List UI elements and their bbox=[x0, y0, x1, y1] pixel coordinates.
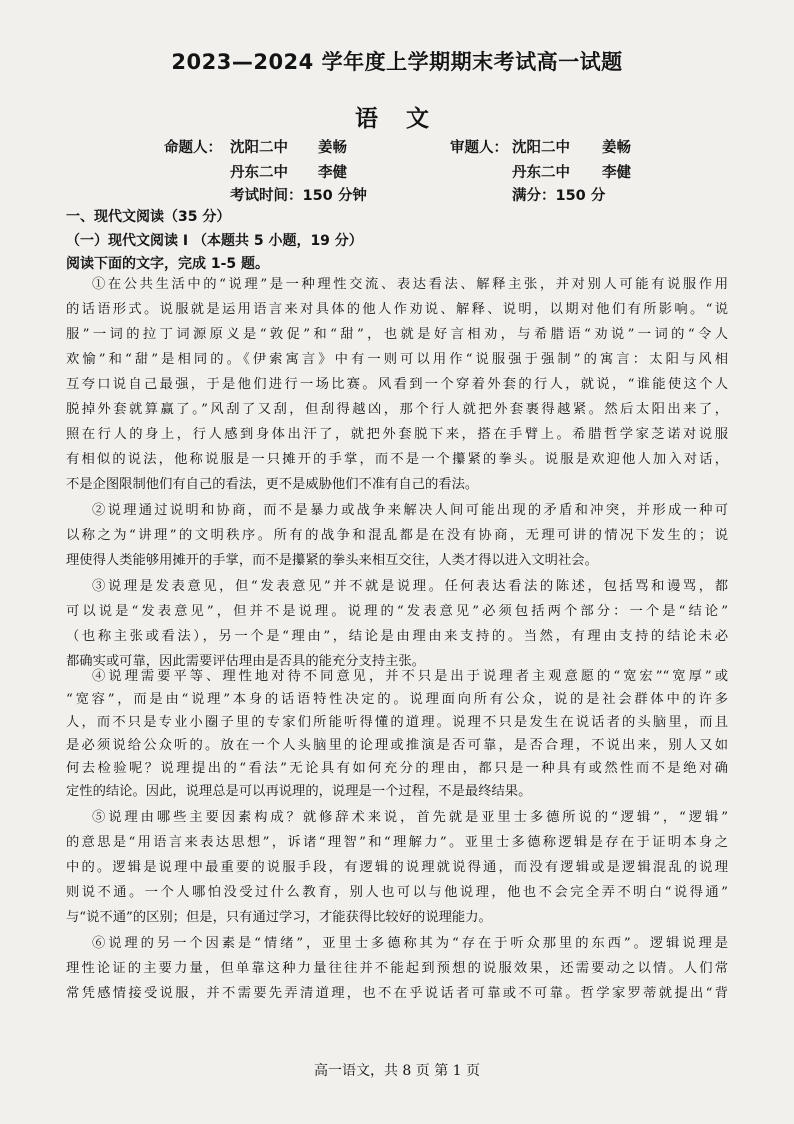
reviewer-name-1: 姜畅 bbox=[602, 140, 631, 156]
paragraph-4-line: ④说理需要平等、理性地对待不同意见，并不只是出于说理者主观意愿的“宽宏”“宽厚”或 bbox=[92, 669, 728, 684]
paragraph-4-line: 人，而不只是专业小圈子里的专家们所能听得懂的道理。说理不只是发生在说话者的头脑里，而且 bbox=[66, 715, 728, 730]
proposer-school-1: 沈阳二中 bbox=[230, 140, 288, 156]
paragraph-3-line: 可以说是“发表意见”，但并不是说理。说理的“发表意见”必须包括两个部分：一个是“结论” bbox=[66, 604, 728, 619]
paragraph-5-line: 则说不通。一个人哪怕没受过什么教育，别人也可以与他说理，他也不会完全弄不明白“说得通” bbox=[66, 885, 728, 900]
paragraph-3-line: （也称主张或看法），另一个是“理由”，结论是由理由来支持的。当然，有理由支持的结论未必 bbox=[66, 629, 728, 644]
section-subtitle: （一）现代文阅读 I （本题共 5 小题，19 分） bbox=[66, 233, 363, 249]
reviewer-name-2: 李健 bbox=[602, 165, 631, 181]
proposer-label: 命题人： bbox=[164, 140, 222, 156]
reading-instruction: 阅读下面的文字，完成 1-5 题。 bbox=[66, 256, 270, 272]
exam-title: 2023—2024 学年度上学期期末考试高一试题 bbox=[171, 50, 623, 74]
reviewer-school-1: 沈阳二中 bbox=[512, 140, 570, 156]
paragraph-4-line: 定性的结论。因此，说理总是可以再说理的，说理是一个过程，不是最终结果。 bbox=[66, 784, 532, 799]
paragraph-2-line: 理使得人类能够用摊开的手掌，而不是攥紧的拳头来相互交往，人类才得以进入文明社会。 bbox=[66, 553, 598, 568]
paragraph-3-line: ③说理是发表意见，但“发表意见”并不就是说理。任何表达看法的陈述，包括骂和谩骂，都 bbox=[92, 579, 728, 594]
exam-time: 考试时间：150 分钟 bbox=[230, 188, 367, 204]
proposer-school-2: 丹东二中 bbox=[230, 165, 288, 181]
paragraph-2-line: ②说理通过说明和协商，而不是暴力或战争来解决人间可能出现的矛盾和冲突，并形成一种可 bbox=[92, 503, 728, 518]
paragraph-1-line: 互夸口说自己最强，于是他们进行一场比赛。风看到一个穿着外套的行人，就说，“谁能使这个人 bbox=[66, 377, 728, 392]
paragraph-4-line: 是必须说给公众听的。放在一个人头脑里的论理或推演是否可靠，是否合理，不说出来，别人又如 bbox=[66, 738, 728, 753]
paragraph-6-line: ⑥说理的另一个因素是“情绪”，亚里士多德称其为“存在于听众那里的东西”。逻辑说理是 bbox=[92, 936, 728, 951]
paragraph-2-line: 以称之为“讲理”的文明秩序。所有的战争和混乱都是在没有协商，无理可讲的情况下发生的；说 bbox=[66, 528, 728, 543]
full-score: 满分：150 分 bbox=[512, 188, 606, 204]
paragraph-6-line: 理性论证的主要力量，但单靠这种力量往往并不能起到预想的说服效果，还需要动之以情。人们常 bbox=[66, 961, 728, 976]
paragraph-4-line: “宽容”，而是由“说理”本身的话语特性决定的。说理面向所有公众，说的是社会群体中的许多 bbox=[66, 692, 728, 707]
paragraph-5-line: ⑤说理由哪些主要因素构成？就修辞术来说，首先就是亚里士多德所说的“逻辑”，“逻辑” bbox=[92, 810, 728, 825]
subject-title: 语 文 bbox=[354, 106, 439, 132]
paragraph-1-line: 不是企图限制他们有自己的看法，更不是威胁他们不准有自己的看法。 bbox=[66, 477, 479, 492]
paragraph-6-line: 常凭感情接受说服，并不需要先弄清道理，也不在乎说话者可靠或不可靠。哲学家罗蒂就提出“背 bbox=[66, 986, 728, 1001]
paragraph-1-line: 有相似的说法，他称说服是一只摊开的手掌，而不是一个攥紧的拳头。说服是欢迎他人加入对话， bbox=[66, 452, 728, 467]
paragraph-5-line: 与“说不通”的区别；但是，只有通过学习，才能获得比较好的说理能力。 bbox=[66, 910, 492, 925]
paragraph-3-line: 都确实或可靠，因此需要评估理由是否具的能充分支持主张。 bbox=[66, 654, 426, 669]
section-title: 一、现代文阅读（35 分） bbox=[66, 209, 231, 225]
paragraph-4-line: 何去检验呢？说理提出的“看法”无论具有如何充分的理由，都只是一种具有或然性而不是绝对确 bbox=[66, 761, 728, 776]
paragraph-1-line: 脱掉外套就算赢了。”风刮了又刮，但刮得越凶，那个行人就把外套裹得越紧。然后太阳出来了， bbox=[66, 402, 728, 417]
proposer-name-1: 姜畅 bbox=[318, 140, 347, 156]
reviewer-school-2: 丹东二中 bbox=[512, 165, 570, 181]
proposer-name-2: 李健 bbox=[318, 165, 347, 181]
paragraph-1-line: 的话语形式。说服就是运用语言来对具体的他人作劝说、解释、说明，以期对他们有所影响。“说 bbox=[66, 302, 728, 317]
reviewer-label: 审题人： bbox=[450, 140, 508, 156]
paragraph-5-line: 的意思是“用语言来表达思想”，诉诸“理智”和“理解力”。亚里士多德称逻辑是存在于证明本身之 bbox=[66, 835, 728, 850]
page-footer: 高一语文，共 8 页 第 1 页 bbox=[313, 1063, 481, 1079]
paragraph-1-line: 服”一词的拉丁词源原义是“敦促”和“甜”，也就是好言相劝，与希腊语“劝说”一词的“令人 bbox=[66, 327, 728, 342]
paragraph-5-line: 中的。逻辑是说理中最重要的说服手段，有逻辑的说理就说得通，而没有逻辑或是逻辑混乱的说理 bbox=[66, 860, 728, 875]
paragraph-1-line: 照在行人的身上，行人感到身体出汗了，就把外套脱下来，搭在手臂上。希腊哲学家芝诺对说服 bbox=[66, 427, 728, 442]
paragraph-1-line: 欢愉”和“甜”是相同的。《伊索寓言》中有一则可以用作“说服强于强制”的寓言：太阳与风相 bbox=[66, 352, 728, 367]
paragraph-1-line: ①在公共生活中的“说理”是一种理性交流、表达看法、解释主张，并对别人可能有说服作用 bbox=[92, 277, 728, 292]
